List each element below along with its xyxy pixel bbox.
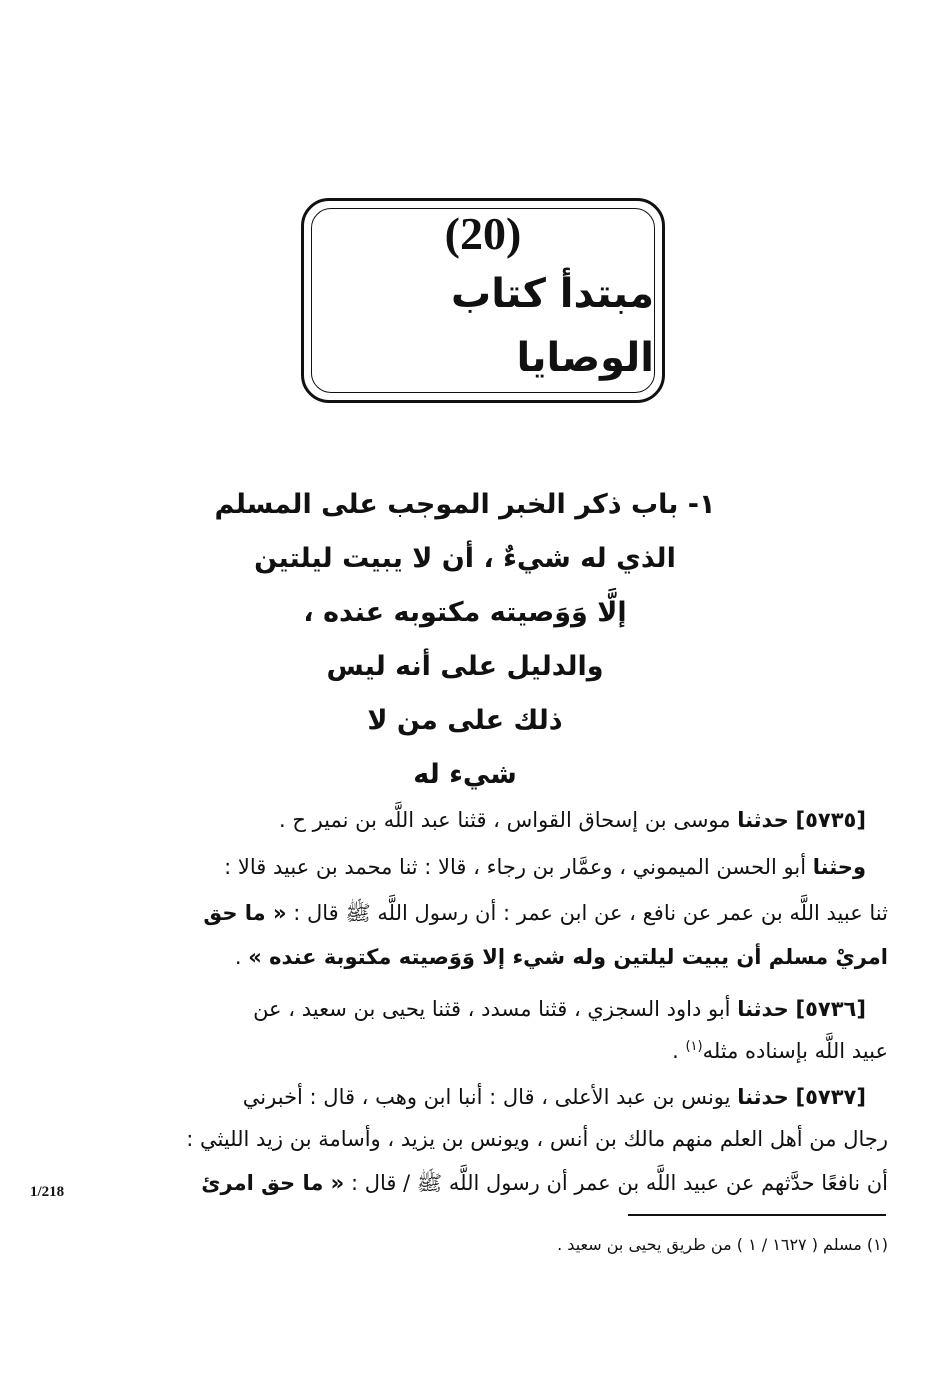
hadith-5736-line-2: [672, 1030, 888, 1068]
footnote-marker: (١): [685, 1039, 703, 1054]
bab-line: الذي له شيءٌ ، أن لا يبيت ليلتين: [254, 543, 676, 574]
hadith-matn: « ما حق امرئ: [201, 1171, 345, 1195]
margin-page-reference: 1/218: [30, 1184, 65, 1200]
hadith-text: أبو داود السجزي ، قثنا مسدد ، قثنا يحيى بن سعيد ، عن: [253, 997, 731, 1021]
hadith-text: يونس بن عبد الأعلى ، قال : أنبا ابن وهب ، قال : أخبرني: [242, 1085, 731, 1109]
haddatha-label: حدثنا: [737, 808, 789, 832]
wa-haddathana-label: وحثنا: [812, 855, 866, 879]
hadith-5737-line-3: [201, 1166, 888, 1200]
chapter-number: (20): [444, 207, 522, 259]
hadith-text: ثنا عبيد اللَّه بن عمر عن نافع ، عن ابن عمر : أن رسول اللَّه ﷺ قال :: [293, 901, 888, 925]
hadith-number: [٥٧٣٦]: [795, 997, 866, 1021]
bab-line: إلَّا وَوَصيته مكتوبه عنده ،: [303, 597, 627, 628]
chapter-title: مبتدأ كتاب الوصايا: [451, 270, 654, 381]
haddatha-label: حدثنا: [737, 1085, 789, 1109]
hadith-text: .: [672, 1039, 679, 1063]
hadith-5735-line-2: [224, 850, 866, 884]
hadith-5735-line-1: [279, 803, 866, 837]
hadith-text: رجال من أهل العلم منهم مالك بن أنس ، ويونس بن يزيد ، وأسامة بن زيد الليثي :: [186, 1127, 888, 1151]
bab-line: ١- باب ذكر الخبر الموجب على المسلم: [214, 489, 716, 520]
hadith-text: عبيد اللَّه بإسناده مثله: [702, 1039, 888, 1063]
hadith-matn: « ما حق: [203, 901, 287, 925]
haddatha-label: حدثنا: [737, 997, 789, 1021]
hadith-5737-line-1: [243, 1080, 866, 1114]
chapter-title-box-inner: [311, 208, 655, 393]
bab-line: شيء له: [413, 759, 517, 790]
hadith-text: .: [234, 945, 242, 969]
hadith-text: موسى بن إسحاق القواس ، قثنا عبد اللَّه بن نمير ح .: [279, 808, 731, 832]
hadith-matn: امريْ مسلم أن يبيت ليلتين وله شيء إلا وَوَصيته مكتوبة عنده »: [248, 945, 888, 969]
hadith-number: [٥٧٣٥]: [795, 808, 866, 832]
chapter-title-box: [301, 198, 665, 403]
hadith-text: أن نافعًا حدَّثهم عن عبيد اللَّه بن عمر أن رسول اللَّه ﷺ / قال :: [350, 1171, 888, 1195]
hadith-5735-line-3: [203, 896, 888, 930]
hadith-text: أبو الحسن الميموني ، وعمَّار بن رجاء ، قالا : ثنا محمد بن عبيد قالا :: [224, 855, 807, 879]
hadith-number: [٥٧٣٧]: [795, 1085, 866, 1109]
hadith-5735-line-4: [235, 940, 888, 974]
bab-line: ذلك على من لا: [367, 705, 563, 736]
footnote: (١) مسلم ( ١٦٢٧ / ١ ) من طريق يحيى بن سعيد .: [557, 1235, 888, 1254]
bab-heading: [200, 478, 730, 802]
footnote-divider: [628, 1214, 886, 1216]
bab-line: والدليل على أنه ليس: [326, 651, 604, 682]
hadith-5736-line-1: [253, 992, 866, 1026]
hadith-5737-line-2: [186, 1122, 888, 1156]
